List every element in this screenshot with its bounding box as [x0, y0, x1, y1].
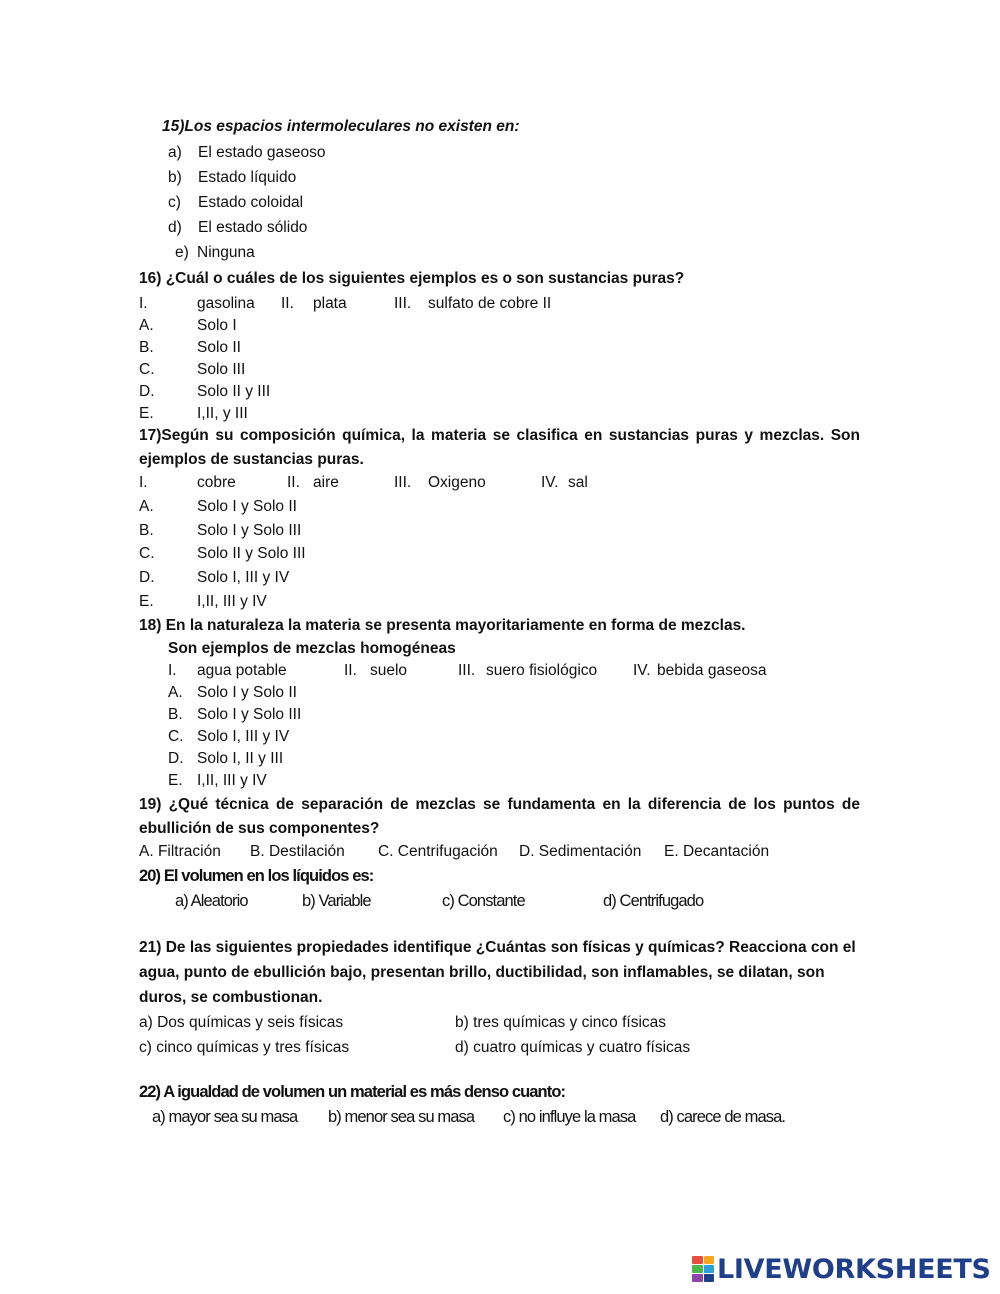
- q19-option-c: C. Centrifugación: [378, 843, 498, 860]
- q18-item-4: bebida gaseosa: [657, 662, 767, 679]
- q18-item-1-num: I.: [168, 662, 177, 679]
- q17-item-3-num: III.: [394, 474, 412, 491]
- q16-item-2: plata: [313, 295, 347, 312]
- q18-option-a: Solo I y Solo II: [197, 684, 297, 701]
- q17-item-4: sal: [568, 474, 588, 491]
- q19-option-a: A. Filtración: [139, 843, 221, 860]
- q17-option-c-letter: C.: [139, 545, 155, 562]
- q18-option-c-letter: C.: [168, 728, 184, 745]
- q18-item-3: suero fisiológico: [486, 662, 598, 679]
- q15-option-a: El estado gaseoso: [198, 144, 326, 161]
- q20-option-c: c) Constante: [442, 892, 525, 910]
- q18-option-e-letter: E.: [168, 772, 183, 789]
- q15-option-d: El estado sólido: [198, 219, 308, 236]
- q22-option-a: a) mayor sea su masa: [152, 1108, 298, 1126]
- q16-option-e: I,II, y III: [197, 405, 248, 422]
- q18-item-2: suelo: [370, 662, 408, 679]
- q16-option-d-letter: D.: [139, 383, 155, 400]
- q20-option-d: d) Centrifugado: [603, 892, 704, 910]
- q21-option-a: a) Dos químicas y seis físicas: [139, 1014, 344, 1031]
- q17-option-b-letter: B.: [139, 522, 154, 539]
- q18-option-d: Solo I, II y III: [197, 750, 284, 767]
- q17-item-2-num: II.: [287, 474, 300, 491]
- q18-subtitle: Son ejemplos de mezclas homogéneas: [168, 640, 456, 657]
- q17-option-a: Solo I y Solo II: [197, 498, 297, 515]
- q22-title: 22) A igualdad de volumen un material es más denso cuanto:: [139, 1083, 566, 1101]
- q21-option-c: c) cinco químicas y tres físicas: [139, 1039, 350, 1056]
- q15-title: 15)Los espacios intermoleculares no existen en:: [162, 118, 520, 135]
- q16-option-c: Solo III: [197, 361, 246, 378]
- q18-option-b-letter: B.: [168, 706, 183, 723]
- q20-title: 20) El volumen en los líquidos es:: [139, 867, 374, 885]
- q15-option-d-letter: d): [168, 219, 182, 236]
- q22-option-d: d) carece de masa.: [660, 1108, 786, 1126]
- q17-item-1-num: I.: [139, 474, 148, 491]
- q16-option-a-letter: A.: [139, 317, 154, 334]
- q16-option-b-letter: B.: [139, 339, 154, 356]
- q17-item-4-num: IV.: [541, 474, 559, 491]
- q21-option-b: b) tres químicas y cinco físicas: [455, 1014, 667, 1031]
- q19-option-e: E. Decantación: [664, 843, 770, 860]
- q15-option-e-letter: e): [175, 244, 189, 261]
- liveworksheets-logo: [692, 1254, 991, 1284]
- liveworksheets-logo-icon: [692, 1256, 714, 1282]
- q16-title: 16) ¿Cuál o cuáles de los siguientes ejemplos es o son sustancias puras?: [139, 270, 685, 287]
- q16-item-3: sulfato de cobre II: [428, 295, 552, 312]
- q15-option-b: Estado líquido: [198, 169, 297, 186]
- q18-item-2-num: II.: [344, 662, 357, 679]
- liveworksheets-logo-text: LIVEWORKSHEETS: [717, 1253, 991, 1285]
- q21-option-d: d) cuatro químicas y cuatro físicas: [455, 1039, 691, 1056]
- logo-block: [692, 1274, 703, 1282]
- q17-option-e: I,II, III y IV: [197, 593, 267, 610]
- logo-block: [692, 1265, 703, 1273]
- q18-item-1: agua potable: [197, 662, 287, 679]
- q16-option-d: Solo II y III: [197, 383, 271, 400]
- q17-item-2: aire: [313, 474, 339, 491]
- q17-option-d: Solo I, III y IV: [197, 569, 290, 586]
- q18-option-e: I,II, III y IV: [197, 772, 267, 789]
- q20-option-b: b) Variable: [302, 892, 371, 910]
- logo-block: [704, 1256, 715, 1264]
- q16-item-2-num: II.: [281, 295, 294, 312]
- q16-item-3-num: III.: [394, 295, 412, 312]
- q16-option-a: Solo I: [197, 317, 237, 334]
- q15-option-c-letter: c): [168, 194, 181, 211]
- q17-option-c: Solo II y Solo III: [197, 545, 306, 562]
- q17-option-e-letter: E.: [139, 593, 154, 610]
- q20-option-a: a) Aleatorio: [175, 892, 248, 910]
- q16-option-b: Solo II: [197, 339, 241, 356]
- q18-item-3-num: III.: [458, 662, 476, 679]
- logo-block: [704, 1274, 715, 1282]
- q18-option-a-letter: A.: [168, 684, 183, 701]
- q15-option-a-letter: a): [168, 144, 182, 161]
- q19-title: 19) ¿Qué técnica de separación de mezclas se fundamenta en la diferencia de los puntos de ebullición de sus componentes?: [139, 796, 860, 837]
- q15-option-b-letter: b): [168, 169, 182, 186]
- q16-option-c-letter: C.: [139, 361, 155, 378]
- q15-option-c: Estado coloidal: [198, 194, 304, 211]
- q15-option-e: Ninguna: [197, 244, 255, 261]
- q22-option-c: c) no influye la masa: [503, 1108, 636, 1126]
- q17-title: 17)Según su composición química, la materia se clasifica en sustancias puras y mezclas. Son ejemplos de sustancias puras.: [139, 427, 860, 468]
- q17-option-b: Solo I y Solo III: [197, 522, 302, 539]
- q18-option-b: Solo I y Solo III: [197, 706, 302, 723]
- q17-option-d-letter: D.: [139, 569, 155, 586]
- q17-item-1: cobre: [197, 474, 236, 491]
- q18-option-c: Solo I, III y IV: [197, 728, 290, 745]
- q22-option-b: b) menor sea su masa: [328, 1108, 475, 1126]
- q16-item-1: gasolina: [197, 295, 255, 312]
- q16-option-e-letter: E.: [139, 405, 154, 422]
- q21-title: 21) De las siguientes propiedades identifique ¿Cuántas son físicas y químicas? Reacciona con el agua, punto de ebullición bajo, presentan brillo, ductibilidad, son inflamables, se dilatan, son duros, se combustionan.: [139, 939, 856, 1006]
- logo-block: [692, 1256, 703, 1264]
- q18-option-d-letter: D.: [168, 750, 184, 767]
- q19-option-b: B. Destilación: [250, 843, 345, 860]
- q19-option-d: D. Sedimentación: [519, 843, 642, 860]
- q17-option-a-letter: A.: [139, 498, 154, 515]
- logo-block: [704, 1265, 715, 1273]
- q18-item-4-num: IV.: [633, 662, 651, 679]
- q17-item-3: Oxigeno: [428, 474, 486, 491]
- q18-title: 18) En la naturaleza la materia se presenta mayoritariamente en forma de mezclas.: [139, 617, 746, 634]
- q16-item-1-num: I.: [139, 295, 148, 312]
